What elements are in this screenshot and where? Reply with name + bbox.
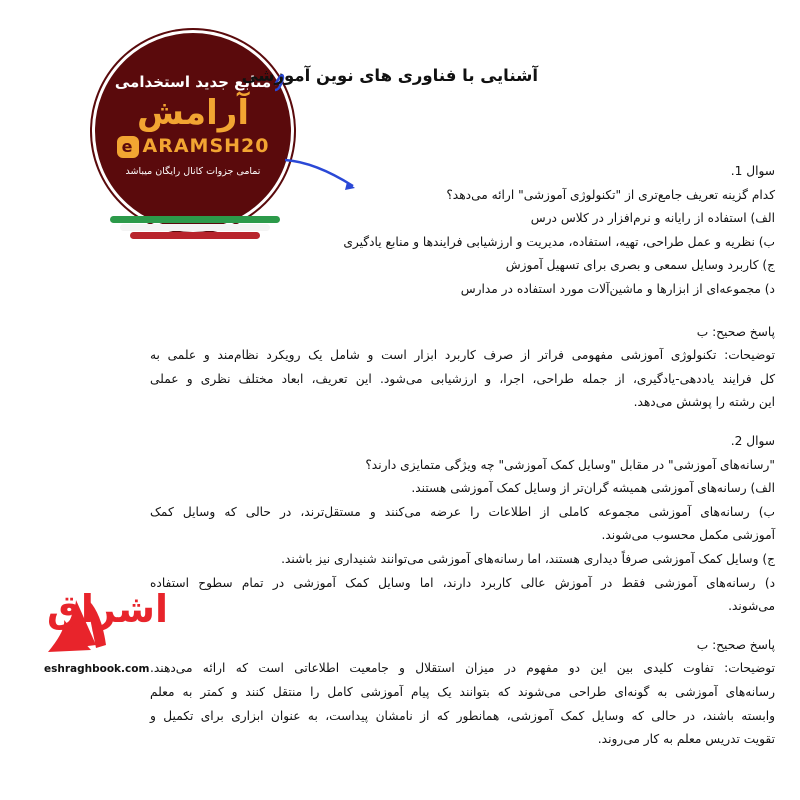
eshragh-word: اشراق [46, 587, 168, 631]
option-b: ب) نظریه و عمل طراحی، تهیه، استفاده، مدیریت و ارزشیابی فرایندها و منابع یادگیری [343, 234, 775, 249]
page-title: آشنایی با فناوری های نوین آموزشی [241, 66, 538, 85]
option-b-cont: آموزشی مکمل محسوب می‌شوند. [601, 528, 775, 543]
option-c: ج) وسایل کمک آموزشی صرفاً دیداری هستند، اما رسانه‌های آموزشی می‌توانند شنیداری نیز باشند. [281, 551, 775, 566]
question-text: کدام گزینه تعریف جامع‌تری از "تکنولوژی آموزشی" ارائه می‌دهد؟ [446, 187, 775, 202]
question-2 [150, 430, 775, 752]
explanation-line: تقویت تدریس معلم به کار می‌روند. [597, 732, 775, 747]
correct-answer: پاسخ صحیح: ب [696, 324, 775, 339]
explanation-line: توضیحات: تکنولوژی آموزشی مفهومی فراتر از صرف کاربرد ابزار است و شامل یک رویکرد نظام‌مند و علمی به [150, 348, 775, 363]
option-a: الف) استفاده از رایانه و نرم‌افزار در کلاس درس [530, 211, 775, 226]
explanation-line: این رشته را پوشش می‌دهد. [633, 395, 775, 410]
logo-tagline: تمامی جزوات کانال رایگان میباشد [125, 165, 261, 177]
correct-answer: پاسخ صحیح: ب [696, 637, 775, 652]
option-d: د) رسانه‌های آموزشی فقط در آموزش عالی کاربرد دارند، اما وسایل کمک آموزشی در تمام سطوح استفاده [150, 575, 775, 590]
eshragh-publisher-logo [38, 585, 168, 675]
option-d: د) مجموعه‌ای از ابزارها و ماشین‌آلات مورد استفاده در مدارس [460, 281, 775, 296]
explanation-line: کل فرایند یاددهی-یادگیری، از جمله طراحی، اجرا، و ارزشیابی می‌شود. این تعریف، ابعاد مختلف نظری و عملی [150, 371, 775, 386]
logo-brand-fa: آرامش [137, 93, 249, 133]
eshragh-url: eshraghbook.com [44, 663, 150, 675]
question-heading: سوال 2. [730, 434, 775, 448]
option-b: ب) رسانه‌های آموزشی مجموعه کاملی از اطلاعات را عرضه می‌کنند و مستقل‌ترند، در حالی که وسایل کمک [150, 504, 775, 519]
explanation-line: رسانه‌های آموزشی به گونه‌ای طراحی می‌شوند که بتوانند یک پیام آموزشی کامل را منتقل کنند و کمتر به معلم [150, 684, 775, 699]
logo-brand-en: e ARAMSH20 [95, 135, 291, 158]
logo-top-text: منابع جدید استخدامی [114, 73, 272, 91]
option-a: الف) رسانه‌های آموزشی همیشه گران‌تر از وسایل کمک آموزشی هستند. [411, 481, 775, 496]
explanation-line: توضیحات: تفاوت کلیدی بین این دو مفهوم در میزان استقلال و جامعیت اطلاعاتی است که ارائه می‌دهند. [150, 661, 775, 676]
question-text: "رسانه‌های آموزشی" در مقابل "وسایل کمک آموزشی" چه ویژگی متمایزی دارند؟ [365, 457, 775, 472]
explanation-line: وابسته باشند، در حالی که وسایل کمک آموزشی، همانطور که از نامشان پیداست، به عنوان ابزاری برای تکمیل و [150, 708, 775, 723]
question-1 [150, 160, 775, 415]
e-logo-icon: e [117, 136, 139, 158]
option-c: ج) کاربرد وسایل سمعی و بصری برای تسهیل آموزش [505, 258, 775, 273]
question-heading: سوال 1. [730, 164, 775, 178]
option-d-cont: می‌شوند. [728, 599, 775, 614]
